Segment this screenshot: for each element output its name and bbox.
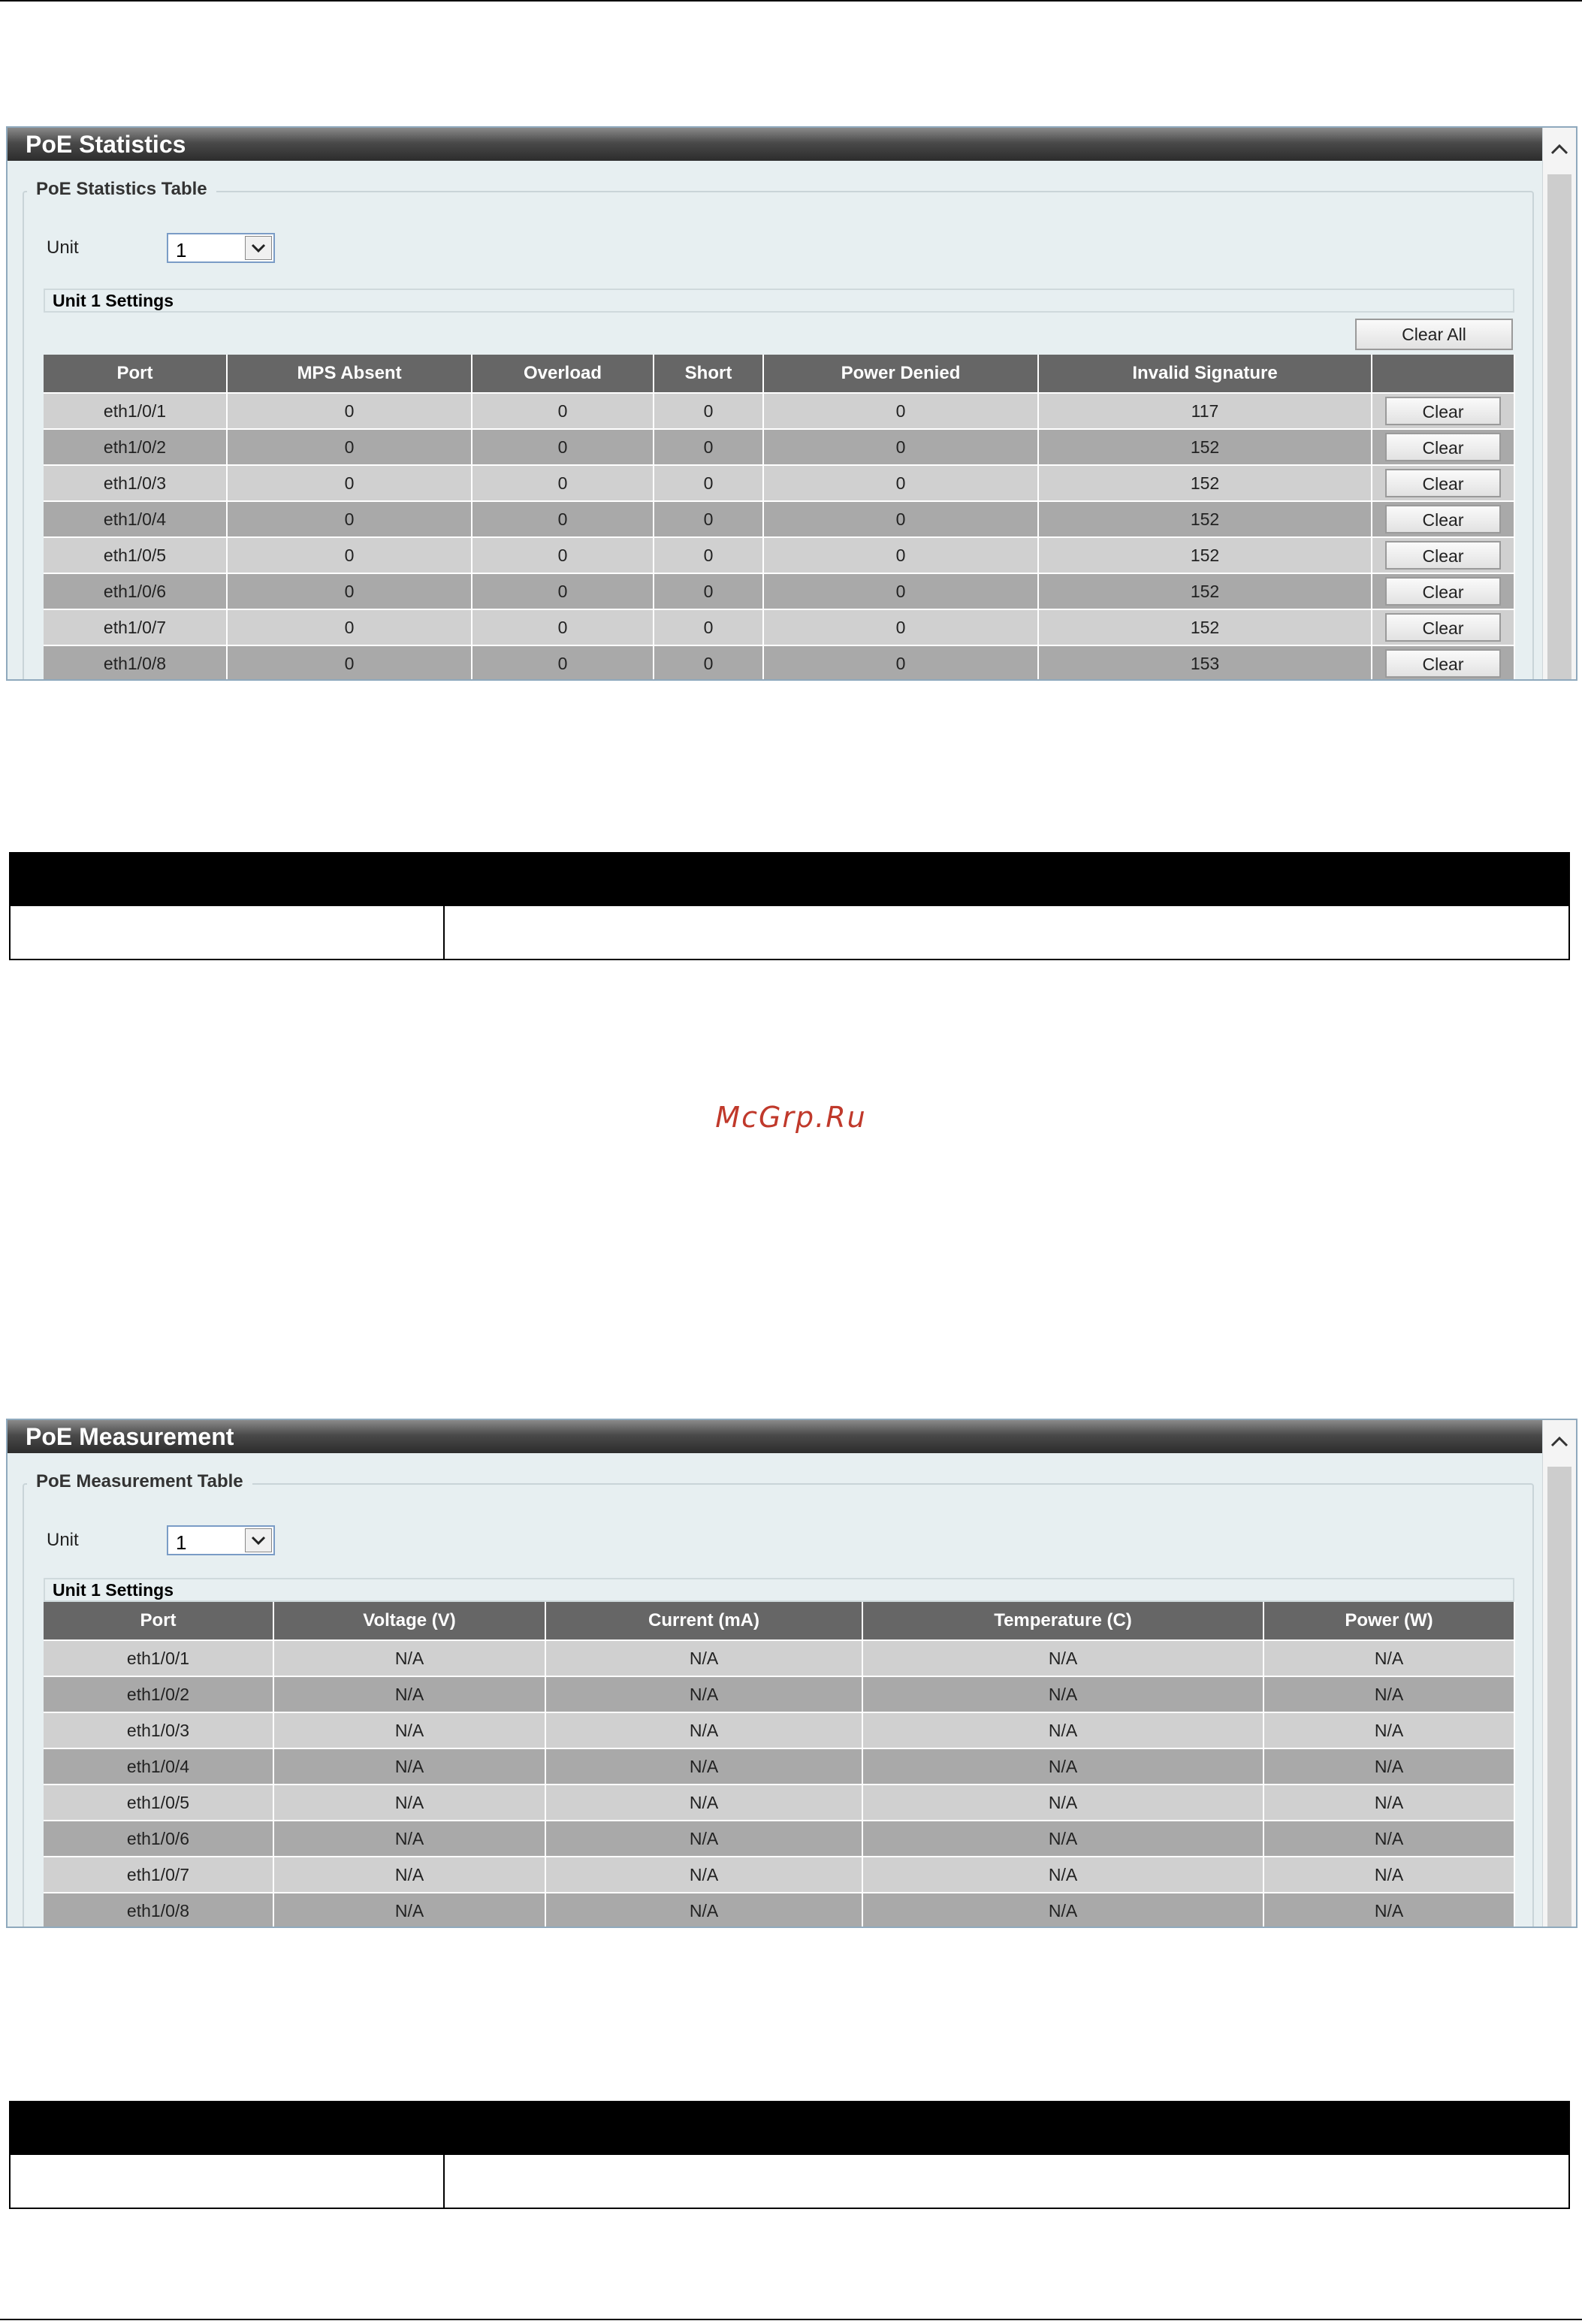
- watermark: McGrp.Ru: [715, 1101, 867, 1134]
- panel-title: PoE Measurement: [8, 1420, 1543, 1453]
- voltage-cell: N/A: [273, 1712, 545, 1748]
- column-header: Current (mA): [545, 1602, 862, 1640]
- clear-button[interactable]: Clear: [1385, 541, 1501, 570]
- current-cell: N/A: [545, 1676, 862, 1712]
- power-denied-cell: 0: [763, 393, 1038, 429]
- column-header: Port: [44, 1602, 273, 1640]
- mps-absent-cell: 0: [227, 501, 472, 537]
- table-cell: [11, 2155, 445, 2208]
- power-denied-cell: 0: [763, 609, 1038, 645]
- table-row: [44, 393, 1514, 429]
- temperature-cell: N/A: [862, 1857, 1263, 1893]
- unit-settings-label: Unit 1 Settings: [44, 1578, 1514, 1602]
- voltage-cell: N/A: [273, 1857, 545, 1893]
- power-cell: N/A: [1263, 1640, 1514, 1676]
- power-cell: N/A: [1263, 1821, 1514, 1857]
- table-row: [9, 2155, 1570, 2209]
- scroll-thumb[interactable]: [1547, 174, 1571, 679]
- mps-absent-cell: 0: [227, 537, 472, 573]
- port-cell: eth1/0/2: [44, 1676, 273, 1712]
- action-cell: [1372, 537, 1514, 573]
- clear-all-button[interactable]: Clear All: [1355, 319, 1513, 350]
- poe-statistics-table: [44, 355, 1515, 681]
- table-row: [44, 1748, 1514, 1785]
- column-header: Power Denied: [763, 355, 1038, 393]
- mps-absent-cell: 0: [227, 645, 472, 681]
- column-header: MPS Absent: [227, 355, 472, 393]
- unit-select[interactable]: [167, 1525, 275, 1555]
- column-header: Port: [44, 355, 227, 393]
- table-row: [44, 1640, 1514, 1676]
- column-header: Overload: [472, 355, 654, 393]
- unit-select-value: 1: [176, 1531, 187, 1554]
- table-row: [44, 1712, 1514, 1748]
- unit-select-value: 1: [176, 239, 187, 261]
- mps-absent-cell: 0: [227, 465, 472, 501]
- table-cell: [11, 906, 445, 959]
- table-row: [44, 645, 1514, 681]
- invalid-signature-cell: 152: [1038, 573, 1372, 609]
- parameter-description-table: [9, 2101, 1570, 2209]
- poe-statistics-panel: [6, 126, 1577, 681]
- table-cell: [445, 2155, 1568, 2208]
- overload-cell: 0: [472, 573, 654, 609]
- voltage-cell: N/A: [273, 1893, 545, 1928]
- short-cell: 0: [654, 573, 763, 609]
- vertical-scrollbar[interactable]: [1542, 128, 1576, 679]
- unit-label: Unit: [47, 1530, 79, 1550]
- panel-title: PoE Statistics: [8, 128, 1543, 161]
- table-row: [44, 1676, 1514, 1712]
- column-header: Temperature (C): [862, 1602, 1263, 1640]
- power-cell: N/A: [1263, 1712, 1514, 1748]
- scroll-thumb[interactable]: [1547, 1467, 1571, 1927]
- fieldset-legend: PoE Measurement Table: [27, 1471, 252, 1492]
- invalid-signature-cell: 152: [1038, 465, 1372, 501]
- invalid-signature-cell: 152: [1038, 429, 1372, 465]
- overload-cell: 0: [472, 537, 654, 573]
- unit-label: Unit: [47, 237, 79, 258]
- temperature-cell: N/A: [862, 1676, 1263, 1712]
- chevron-down-icon[interactable]: [245, 236, 272, 260]
- action-cell: [1372, 465, 1514, 501]
- current-cell: N/A: [545, 1640, 862, 1676]
- bottom-rule: [0, 2319, 1582, 2320]
- clear-button[interactable]: Clear: [1385, 649, 1501, 678]
- power-cell: N/A: [1263, 1893, 1514, 1928]
- table-row: [44, 465, 1514, 501]
- action-cell: [1372, 393, 1514, 429]
- column-header: Short: [654, 355, 763, 393]
- temperature-cell: N/A: [862, 1712, 1263, 1748]
- chevron-down-icon[interactable]: [245, 1528, 272, 1552]
- table-header-row: [44, 355, 1514, 393]
- action-cell: [1372, 501, 1514, 537]
- port-cell: eth1/0/2: [44, 429, 227, 465]
- power-denied-cell: 0: [763, 537, 1038, 573]
- short-cell: 0: [654, 609, 763, 645]
- invalid-signature-cell: 117: [1038, 393, 1372, 429]
- port-cell: eth1/0/3: [44, 465, 227, 501]
- action-cell: [1372, 429, 1514, 465]
- action-cell: [1372, 645, 1514, 681]
- short-cell: 0: [654, 393, 763, 429]
- power-cell: N/A: [1263, 1748, 1514, 1785]
- table-cell: [445, 906, 1568, 959]
- current-cell: N/A: [545, 1712, 862, 1748]
- table-header-row: [9, 2101, 1570, 2155]
- power-denied-cell: 0: [763, 429, 1038, 465]
- voltage-cell: N/A: [273, 1785, 545, 1821]
- invalid-signature-cell: 152: [1038, 501, 1372, 537]
- table-row: [9, 906, 1570, 960]
- short-cell: 0: [654, 429, 763, 465]
- clear-button[interactable]: Clear: [1385, 469, 1501, 497]
- port-cell: eth1/0/8: [44, 645, 227, 681]
- clear-button[interactable]: Clear: [1385, 577, 1501, 606]
- fieldset-legend: PoE Statistics Table: [27, 179, 216, 200]
- overload-cell: 0: [472, 465, 654, 501]
- current-cell: N/A: [545, 1748, 862, 1785]
- port-cell: eth1/0/1: [44, 1640, 273, 1676]
- temperature-cell: N/A: [862, 1785, 1263, 1821]
- top-rule: [0, 0, 1582, 2]
- table-header-row: [44, 1602, 1514, 1640]
- temperature-cell: N/A: [862, 1640, 1263, 1676]
- port-cell: eth1/0/6: [44, 1821, 273, 1857]
- power-denied-cell: 0: [763, 573, 1038, 609]
- port-cell: eth1/0/6: [44, 573, 227, 609]
- temperature-cell: N/A: [862, 1748, 1263, 1785]
- port-cell: eth1/0/4: [44, 501, 227, 537]
- unit-select[interactable]: [167, 233, 275, 263]
- invalid-signature-cell: 152: [1038, 537, 1372, 573]
- mps-absent-cell: 0: [227, 393, 472, 429]
- table-row: [44, 537, 1514, 573]
- voltage-cell: N/A: [273, 1676, 545, 1712]
- mps-absent-cell: 0: [227, 429, 472, 465]
- power-cell: N/A: [1263, 1676, 1514, 1712]
- current-cell: N/A: [545, 1821, 862, 1857]
- port-cell: eth1/0/7: [44, 1857, 273, 1893]
- chevron-up-icon[interactable]: [1543, 128, 1576, 171]
- table-row: [44, 1785, 1514, 1821]
- power-cell: N/A: [1263, 1857, 1514, 1893]
- power-denied-cell: 0: [763, 465, 1038, 501]
- overload-cell: 0: [472, 645, 654, 681]
- clear-button[interactable]: Clear: [1385, 397, 1501, 425]
- column-header: Power (W): [1263, 1602, 1514, 1640]
- table-row: [44, 609, 1514, 645]
- table-row: [44, 501, 1514, 537]
- unit-settings-label: Unit 1 Settings: [44, 289, 1514, 313]
- action-cell: [1372, 573, 1514, 609]
- poe-measurement-panel: [6, 1419, 1577, 1928]
- power-denied-cell: 0: [763, 501, 1038, 537]
- current-cell: N/A: [545, 1857, 862, 1893]
- port-cell: eth1/0/3: [44, 1712, 273, 1748]
- temperature-cell: N/A: [862, 1821, 1263, 1857]
- short-cell: 0: [654, 537, 763, 573]
- table-row: [44, 573, 1514, 609]
- short-cell: 0: [654, 465, 763, 501]
- table-header-row: [9, 852, 1570, 906]
- voltage-cell: N/A: [273, 1640, 545, 1676]
- mps-absent-cell: 0: [227, 609, 472, 645]
- vertical-scrollbar[interactable]: [1542, 1420, 1576, 1927]
- port-cell: eth1/0/8: [44, 1893, 273, 1928]
- overload-cell: 0: [472, 609, 654, 645]
- short-cell: 0: [654, 501, 763, 537]
- port-cell: eth1/0/7: [44, 609, 227, 645]
- voltage-cell: N/A: [273, 1821, 545, 1857]
- parameter-description-table: [9, 852, 1570, 960]
- clear-button[interactable]: Clear: [1385, 433, 1501, 461]
- power-denied-cell: 0: [763, 645, 1038, 681]
- port-cell: eth1/0/5: [44, 537, 227, 573]
- current-cell: N/A: [545, 1893, 862, 1928]
- table-row: [44, 1857, 1514, 1893]
- current-cell: N/A: [545, 1785, 862, 1821]
- overload-cell: 0: [472, 501, 654, 537]
- power-cell: N/A: [1263, 1785, 1514, 1821]
- clear-button[interactable]: Clear: [1385, 505, 1501, 533]
- action-cell: [1372, 609, 1514, 645]
- column-header: Invalid Signature: [1038, 355, 1372, 393]
- mps-absent-cell: 0: [227, 573, 472, 609]
- column-header: Voltage (V): [273, 1602, 545, 1640]
- table-row: [44, 429, 1514, 465]
- overload-cell: 0: [472, 393, 654, 429]
- invalid-signature-cell: 152: [1038, 609, 1372, 645]
- port-cell: eth1/0/5: [44, 1785, 273, 1821]
- clear-button[interactable]: Clear: [1385, 613, 1501, 642]
- port-cell: eth1/0/4: [44, 1748, 273, 1785]
- voltage-cell: N/A: [273, 1748, 545, 1785]
- overload-cell: 0: [472, 429, 654, 465]
- temperature-cell: N/A: [862, 1893, 1263, 1928]
- invalid-signature-cell: 153: [1038, 645, 1372, 681]
- table-row: [44, 1893, 1514, 1928]
- poe-measurement-table: [44, 1602, 1515, 1928]
- chevron-up-icon[interactable]: [1543, 1420, 1576, 1464]
- column-header: [1372, 355, 1514, 393]
- table-row: [44, 1821, 1514, 1857]
- port-cell: eth1/0/1: [44, 393, 227, 429]
- short-cell: 0: [654, 645, 763, 681]
